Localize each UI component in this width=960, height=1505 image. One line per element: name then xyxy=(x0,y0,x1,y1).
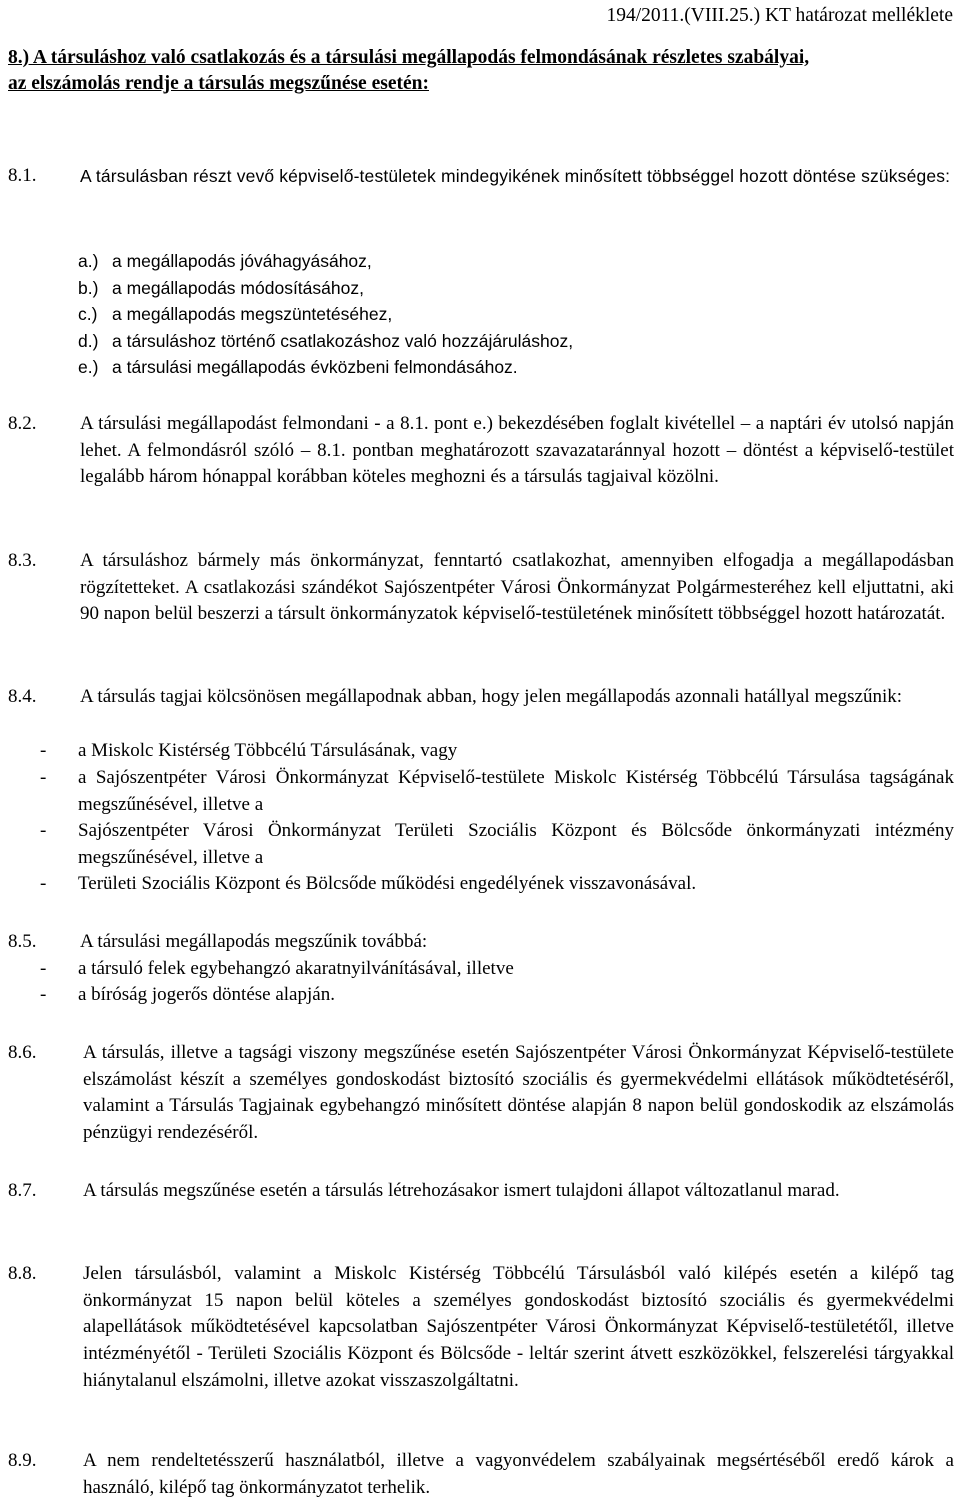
list-item-text: a társulási megállapodás évközbeni felmondásához. xyxy=(112,357,518,377)
list-item xyxy=(78,328,573,355)
list-item xyxy=(78,354,573,381)
list-item xyxy=(78,248,573,275)
section-title-line-2: az elszámolás rendje a társulás megszűnése esetén: xyxy=(8,73,429,94)
list-item-label: d.) xyxy=(78,330,99,351)
paragraph-8-7 xyxy=(8,1178,954,1205)
dash-item: - Sajószentpéter Városi Önkormányzat Területi Szociális Központ és Bölcsőde önkormányzati intézmény megszűnésével, illetve a xyxy=(40,818,954,871)
list-item-text: a megállapodás megszüntetéséhez, xyxy=(112,304,393,324)
lettered-list xyxy=(78,248,573,381)
list-item-label: b.) xyxy=(78,277,99,298)
dash-item-text: Sajószentpéter Városi Önkormányzat Területi Szociális Központ és Bölcsőde önkormányzati intézmény megszűnésével, illetve a xyxy=(78,820,954,868)
paragraph-text: A társulás megszűnése esetén a társulás létrehozásakor ismert tulajdoni állapot változatlanul marad. xyxy=(83,1180,840,1201)
paragraph-number: 8.7. xyxy=(8,1180,37,1201)
dash-item-text: a Sajószentpéter Városi Önkormányzat Képviselő-testülete Miskolc Kistérség Többcélú Társulása tagságának megszűnésével, illetve a xyxy=(78,767,954,815)
paragraph-number: 8.5. xyxy=(8,931,37,952)
dash-item-text: a bíróság jogerős döntése alapján. xyxy=(78,984,335,1005)
paragraph-8-2 xyxy=(8,411,954,491)
dash-item-text: a társuló felek egybehangzó akaratnyilvánításával, illetve xyxy=(78,958,514,979)
paragraph-text: A társulási megállapodást felmondani - a 8.1. pont e.) bekezdésében foglalt kivétellel – a naptári év utolsó napján lehet. A felmondásról szóló – 8.1. pontban meghatározott szavazataránnyal hozott – döntést a képviselő-testület legalább három hónappal korábban köteles meghozni és a társulás tagjaival közölni. xyxy=(80,413,954,488)
paragraph-8-8 xyxy=(8,1261,954,1395)
paragraph-8-6 xyxy=(8,1040,954,1147)
paragraph-8-9 xyxy=(8,1448,954,1501)
paragraph-8-3 xyxy=(8,548,954,628)
paragraph-number: 8.6. xyxy=(8,1042,37,1063)
paragraph-text: A nem rendeltetésszerű használatból, illetve a vagyonvédelem szabályainak megsértéséből eredő károk a használó, kilépő tag önkormányzatot terhelik. xyxy=(83,1450,954,1498)
paragraph-8-4 xyxy=(8,684,954,711)
list-item-label: e.) xyxy=(78,357,99,377)
dash-item-text: a Miskolc Kistérség Többcélú Társulásának, vagy xyxy=(78,740,458,761)
dash-item-text: Területi Szociális Központ és Bölcsőde működési engedélyének visszavonásával. xyxy=(78,873,697,894)
list-item xyxy=(78,275,573,302)
paragraph-number: 8.8. xyxy=(8,1263,37,1284)
paragraph-text: A társulás, illetve a tagsági viszony megszűnése esetén Sajószentpéter Városi Önkormányzat Képviselő-testülete elszámolást készít a személyes gondoskodást biztosító szociális és gyermekvédelmi ellátások működtetéséről, valamint a Társulás Tagjainak egybehangzó minősített döntése alapján 8 napon belül gondoskodik az elszámolás pénzügyi rendezéséről. xyxy=(83,1042,954,1144)
list-item-label: a.) xyxy=(78,251,99,271)
dash-item: - a bíróság jogerős döntése alapján. xyxy=(40,982,954,1009)
paragraph-number: 8.2. xyxy=(8,413,37,434)
paragraph-number: 8.9. xyxy=(8,1450,37,1471)
dash-item: - a Sajószentpéter Városi Önkormányzat Képviselő-testülete Miskolc Kistérség Többcélú Társulása tagságának megszűnésével, illetve a xyxy=(40,765,954,818)
section-title xyxy=(8,45,953,97)
paragraph-8-1 xyxy=(8,163,954,190)
paragraph-number: 8.3. xyxy=(8,550,37,571)
dash-item: - a Miskolc Kistérség Többcélú Társulásának, vagy xyxy=(40,738,954,765)
section-title-line-1: 8.) A társuláshoz való csatlakozás és a társulási megállapodás felmondásának részletes szabályai, xyxy=(8,47,810,68)
paragraph-text: Jelen társulásból, valamint a Miskolc Kistérség Többcélú Társulásból való kilépés esetén a kilépő tag önkormányzat 15 napon belül köteles a személyes gondoskodást biztosító szociális és gyermekvédelmi alapellátások működtetésével kapcsolatban Sajószentpéter Városi Önkormányzat Képviselő-testületétől, illetve intézményétől - Területi Szociális Központ és Bölcsőde - leltár szerint átvett eszközökkel, felszerelési tárgyakkal hiánytalanul elszámolni, illetve azokat visszaszolgáltatni. xyxy=(83,1263,954,1391)
paragraph-text: A társulásban részt vevő képviselő-testületek mindegyikének minősített többséggel hozott döntése szükséges: xyxy=(80,166,951,186)
list-item-label: c.) xyxy=(78,304,98,324)
paragraph-8-5 xyxy=(8,929,954,956)
paragraph-number: 8.4. xyxy=(8,686,37,707)
dash-item: - Területi Szociális Központ és Bölcsőde működési engedélyének visszavonásával. xyxy=(40,871,954,898)
list-item-text: a megállapodás módosításához, xyxy=(112,277,364,298)
page-header: 194/2011.(VIII.25.) KT határozat melléklete xyxy=(606,5,953,26)
paragraph-text: A társuláshoz bármely más önkormányzat, fenntartó csatlakozhat, amennyiben elfogadja a megállapodásban rögzítetteket. A csatlakozási szándékot Sajószentpéter Városi Önkormányzat Polgármesteréhez kell eljuttatni, aki 90 napon belül beszerzi a társult önkormányzatok képviselő-testületének minősített többséggel hozott határozatát. xyxy=(80,550,954,625)
list-item-text: a megállapodás jóváhagyásához, xyxy=(112,251,372,271)
paragraph-text: A társulási megállapodás megszűnik továbbá: xyxy=(80,931,428,952)
paragraph-number: 8.1. xyxy=(8,165,37,186)
list-item-text: a társuláshoz történő csatlakozáshoz való hozzájáruláshoz, xyxy=(112,330,574,351)
dash-item: - a társuló felek egybehangzó akaratnyilvánításával, illetve xyxy=(40,956,954,983)
paragraph-text: A társulás tagjai kölcsönösen megállapodnak abban, hogy jelen megállapodás azonnali hatállyal megszűnik: xyxy=(80,686,903,707)
list-item xyxy=(78,301,573,328)
